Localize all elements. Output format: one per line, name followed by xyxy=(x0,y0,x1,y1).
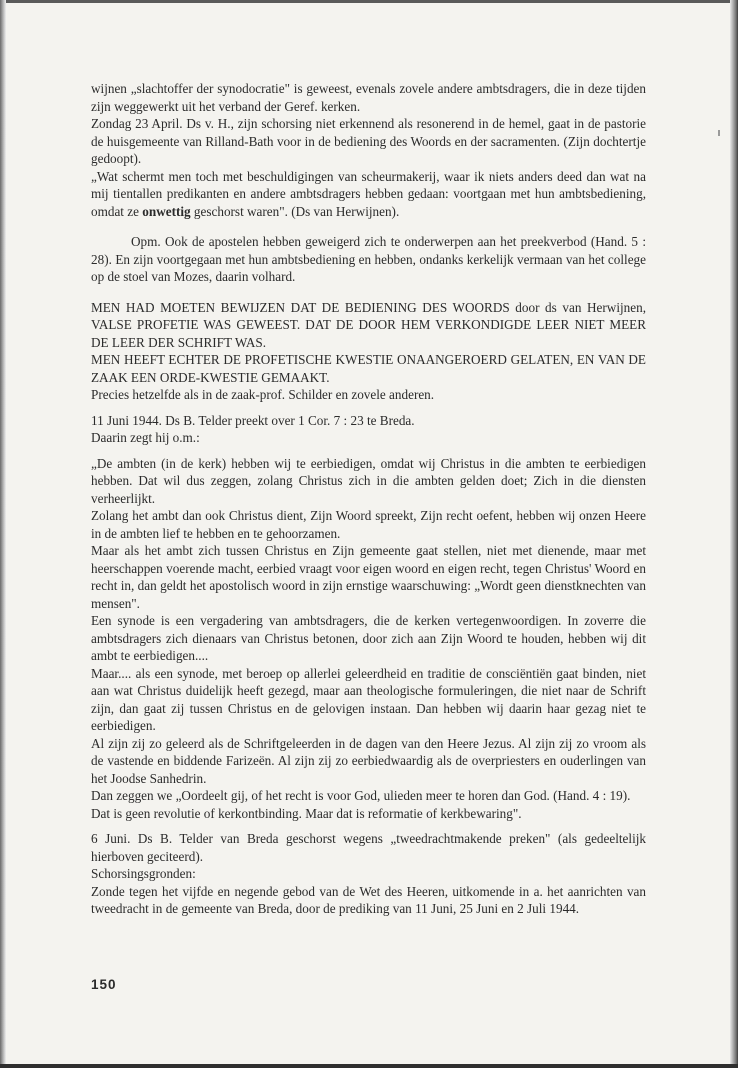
caps-paragraph: MEN HEEFT ECHTER DE PROFETISCHE KWESTIE ONAANGEROERD GELATEN, EN VAN DE ZAAK EEN ORDE-KWESTIE GEMAAKT. xyxy=(91,352,646,385)
margin-mark xyxy=(718,130,720,136)
page-number: 150 xyxy=(91,977,117,992)
quote-paragraph: Maar.... als een synode, met beroep op allerlei geleerdheid en traditie de consciëntiën gaat binden, niet aan wat Christus duidelijk heeft gezegd, maar aan theologische formuleringen, die niet naar de Schrift zijn, dan gaat zij tussen Christus en de gelovigen instaan. Dan hebben wij daarin haar gezag niet te eerbiedigen. xyxy=(91,665,646,733)
caps-paragraph: MEN HAD MOETEN BEWIJZEN DAT DE BEDIENING DES WOORDS door ds van Herwijnen, VALSE PROFETIE WAS GEWEEST. DAT DE DOOR HEM VERKONDIGDE LEER NIET MEER DE LEER DER SCHRIFT WAS. xyxy=(91,299,646,350)
quote-paragraph: Zolang het ambt dan ook Christus dient, Zijn Woord spreekt, Zijn recht oefent, hebben wij onzen Heere in de ambten lief te hebben en te gehoorzamen. xyxy=(91,508,646,541)
paragraph: Zonde tegen het vijfde en negende gebod van de Wet des Heeren, uitkomende in a. het aanrichten van tweedracht in de gemeente van Breda, door de prediking van 11 Juni, 25 Juni en 2 Juli 1944. xyxy=(91,883,646,916)
quote-paragraph: Dan zeggen we „Oordeelt gij, of het recht is voor God, ulieden meer te horen dan God. (Hand. 4 : 19). xyxy=(91,788,631,803)
quote-paragraph: Een synode is een vergadering van ambtsdragers, die de kerken vertegenwoordigen. In zoverre die ambtsdragers zich dienaars van Christus betonen, door zich aan Zijn Woord te houden, hebben wij dit ambt te eerbiedigen.... xyxy=(91,613,646,663)
quote-paragraph: Maar als het ambt zich tussen Christus en Zijn gemeente gaat stellen, niet met dienende, maar met heerschappen voerende macht, eerbied vraagt voor eigen woord en eigen recht, tegen Christus' Woord en recht in, dan geldt het apostolisch woord in zijn ernstige waarschuwing: „Wordt geen dienstknechten van mensen". xyxy=(91,543,646,611)
quote-paragraph: „De ambten (in de kerk) hebben wij te eerbiedigen, omdat wij Christus in die ambten te eerbiedigen hebben. Dat wil dus zeggen, zolang Christus zich in die ambten gelden doet; Zich in die diensten verheerlijkt. xyxy=(91,455,646,506)
paragraph: Zondag 23 April. Ds v. H., zijn schorsing niet erkennend als resonerend in de hemel, gaat in de pastorie de huisgemeente van Rilland-Bath voor in de bediening des Woords en der sacramenten. (Zijn dochtertje gedoopt). xyxy=(91,116,646,166)
section-label: Schorsingsgronden: xyxy=(91,866,196,881)
remark-paragraph: Opm. Ook de apostelen hebben geweigerd zich te onderwerpen aan het preekverbod (Hand. 5 : 28). En zijn voortgegaan met hun ambtsbediening en hebben, ondanks kerkelijk vermaan van het college op de stoel van Mozes, daarin volhard. xyxy=(91,234,646,284)
quote-text: „Wat schermt men toch met beschuldigingen van scheurmakerij, waar ik niets anders deed dan wat na mij tientallen predikanten en andere ambtsdragers hebben gedaan: voortgaan met hun ambtsbediening, omdat ze xyxy=(91,168,646,219)
emphasis-onwettig: onwettig xyxy=(142,203,191,219)
paragraph: wijnen „slachtoffer der synodocratie" is geweest, evenals zovele andere ambtsdragers, die in deze tijden zijn weggewerkt uit het verband der Geref. kerken. xyxy=(91,81,646,114)
quote-paragraph xyxy=(91,168,646,221)
quote-paragraph: Al zijn zij zo geleerd als de Schriftgeleerden in de dagen van den Heere Jezus. Al zijn zij zo vroom als de vastende en biddende Farizeën. Al zijn zij zo eerbiedwaardig als de overpriesters en ouderlingen van het Joodse Sanhedrin. xyxy=(91,735,646,786)
paragraph: Daarin zegt hij o.m.: xyxy=(91,430,200,445)
body-text xyxy=(91,80,646,918)
quote-paragraph: Dat is geen revolutie of kerkontbinding. Maar dat is reformatie of kerkbewaring". xyxy=(91,805,522,821)
page-left-edge xyxy=(0,0,6,1068)
paragraph: Precies hetzelfde als in de zaak-prof. Schilder en zovele anderen. xyxy=(91,387,435,402)
quote-text-end: geschorst waren". (Ds van Herwijnen). xyxy=(190,203,400,219)
page-right-edge xyxy=(730,0,738,1068)
dated-entry: 11 Juni 1944. Ds B. Telder preekt over 1 Cor. 7 : 23 te Breda. xyxy=(91,412,415,428)
page-top-edge xyxy=(0,0,738,3)
dated-entry: 6 Juni. Ds B. Telder van Breda geschorst wegens „tweedrachtmakende preken" (als gedeeltelijk hierboven geciteerd). xyxy=(91,831,646,864)
page-bottom-edge xyxy=(0,1064,738,1068)
